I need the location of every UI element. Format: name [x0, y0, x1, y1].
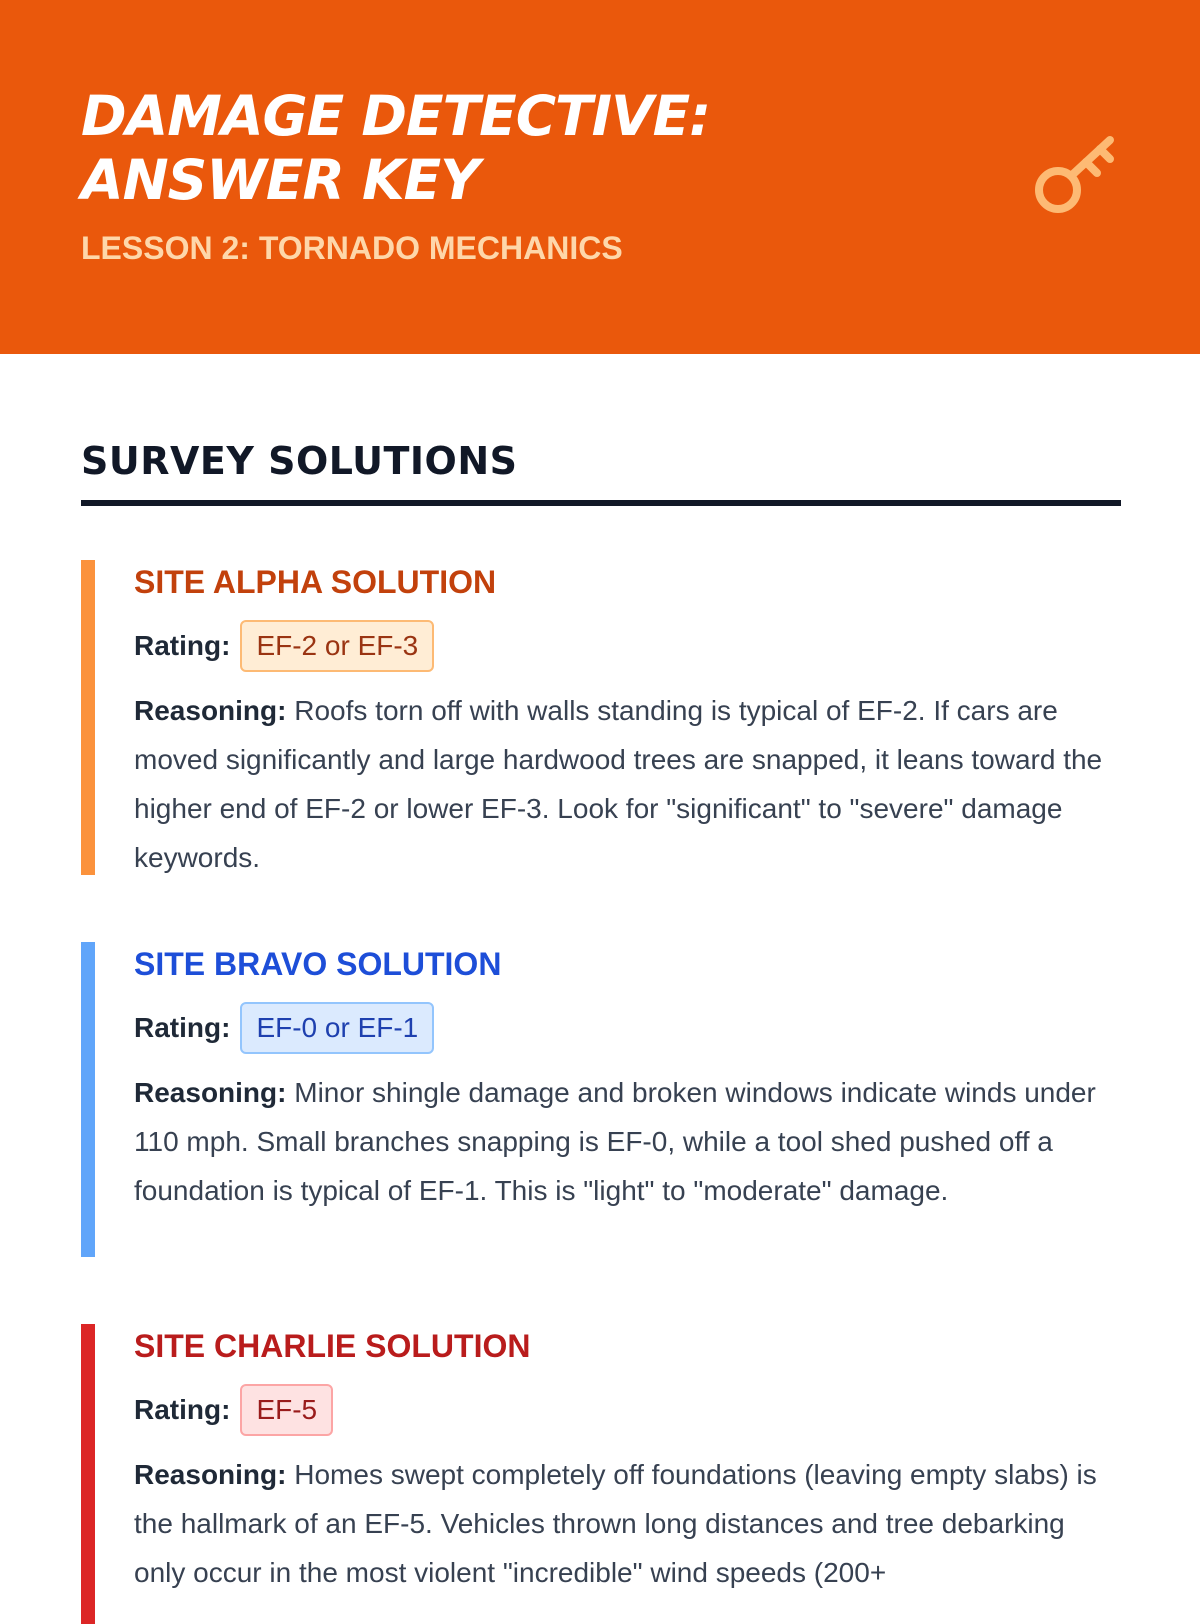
- site-charlie-reasoning-text: Homes swept completely off foundations (leaving empty slabs) is the hallmark of an EF-5. Vehicles thrown long distances and tree debarking only occur in the most violent "incredible" wind speeds (200+: [134, 1459, 1097, 1588]
- reasoning-label: Reasoning:: [134, 1459, 287, 1490]
- site-charlie-reasoning: [134, 1450, 1121, 1597]
- site-alpha-title: SITE ALPHA SOLUTION: [134, 564, 497, 600]
- page-title-line1: DAMAGE DETECTIVE:: [81, 84, 711, 148]
- site-charlie-accent-bar: [81, 1324, 95, 1624]
- site-bravo-rating-badge: EF-0 or EF-1: [240, 1002, 434, 1054]
- site-bravo-accent-bar: [81, 942, 95, 1257]
- rating-label: Rating:: [134, 630, 231, 661]
- page-title: [81, 84, 710, 212]
- site-alpha-rating-row: [134, 620, 1121, 672]
- site-charlie-title: SITE CHARLIE SOLUTION: [134, 1328, 531, 1364]
- site-alpha-reasoning-text: Roofs torn off with walls standing is typical of EF-2. If cars are moved significantly and large hardwood trees are snapped, it leans toward the higher end of EF-2 or lower EF-3. Look for "significant" to "severe" damage keywords.: [134, 695, 1103, 873]
- reasoning-label: Reasoning:: [134, 1077, 287, 1108]
- reasoning-label: Reasoning:: [134, 695, 287, 726]
- site-alpha-accent-bar: [81, 560, 95, 875]
- site-alpha-card: [81, 560, 1121, 875]
- rating-label: Rating:: [134, 1012, 231, 1043]
- site-bravo-title: SITE BRAVO SOLUTION: [134, 946, 502, 982]
- rating-label: Rating:: [134, 1394, 231, 1425]
- site-bravo-card: [81, 942, 1121, 1257]
- site-charlie-card: [81, 1324, 1121, 1624]
- key-icon: [1024, 128, 1124, 228]
- site-alpha-reasoning: [134, 686, 1121, 882]
- site-charlie-rating-row: [134, 1384, 1121, 1436]
- site-bravo-rating-row: [134, 1002, 1121, 1054]
- page-header: [0, 0, 1200, 354]
- lesson-subtitle: LESSON 2: TORNADO MECHANICS: [81, 230, 623, 266]
- page-title-line2: ANSWER KEY: [81, 148, 479, 212]
- site-charlie-rating-badge: EF-5: [240, 1384, 333, 1436]
- section-divider: [81, 500, 1121, 506]
- section-title: SURVEY SOLUTIONS: [81, 439, 518, 483]
- site-alpha-rating-badge: EF-2 or EF-3: [240, 620, 434, 672]
- site-bravo-reasoning-text: Minor shingle damage and broken windows indicate winds under 110 mph. Small branches snapping is EF-0, while a tool shed pushed off a foundation is typical of EF-1. This is "light" to "moderate" damage.: [134, 1077, 1096, 1206]
- site-bravo-reasoning: [134, 1068, 1121, 1215]
